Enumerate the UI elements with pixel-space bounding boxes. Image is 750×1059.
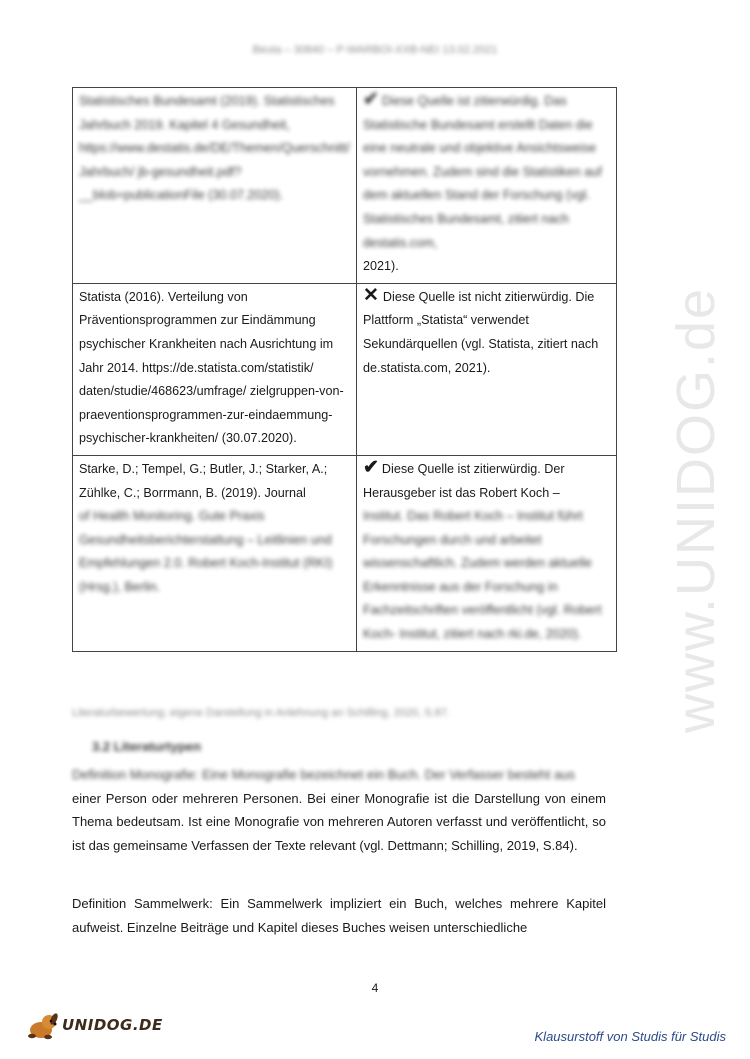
paragraph-sammelwerk: Definition Sammelwerk: Ein Sammelwerk impliziert ein Buch, welches mehrere Kapitel aufweist. Einzelne Beiträge und Kapitel dieses Buches weisen unterschiedliche (72, 896, 606, 935)
assessment-tail: 2021). (363, 259, 399, 274)
assessment-cell (357, 455, 617, 651)
literature-table (72, 87, 617, 652)
logo-text: UNIDOG.DE (62, 1016, 163, 1034)
paragraph-lead-blurred: Definition Monografie: Eine Monografie bezeichnet ein Buch. Der Verfasser besteht aus (72, 767, 575, 782)
table-row (73, 88, 617, 284)
source-cell (73, 283, 357, 455)
assessment-cell (357, 88, 617, 284)
source-text: Statista (2016). Verteilung von Präventionsprogrammen zur Eindämmung psychischer Krankheiten nach Ausrichtung im Jahr 2014. https://de.statista.com/statistik/ daten/studie/468623/umfrage/ zielgruppen-von-praeventionsprogrammen-zur-eindaemmung-psychischer-krankheiten/ (30.07.2020). (79, 289, 344, 446)
table-row (73, 283, 617, 455)
assessment-text: Diese Quelle ist zitierwürdig. Der Herausgeber ist das Robert Koch – (363, 461, 565, 500)
assessment-text: Diese Quelle ist nicht zitierwürdig. Die Plattform „Statista“ verwendet Sekundärquellen (vgl. Statista, zitiert nach de.statista.com, 2021). (363, 289, 599, 375)
checkmark-icon: ✔ (363, 456, 379, 478)
checkmark-icon: ✔ (363, 89, 379, 110)
source-cell (73, 88, 357, 284)
source-cell (73, 455, 357, 651)
page-number: 4 (371, 981, 379, 995)
assessment-text: Diese Quelle ist zitierwürdig. Das Statistische Bundesamt erstellt Daten die eine neutrale und objektive Ansichtsweise vornehmen. Zudem sind die Statistiken auf dem aktuellen Stand der Forschung (vgl. Statistisches Bundesamt, zitiert nach destatis.com, (363, 94, 602, 250)
footer-logo (24, 1010, 163, 1040)
paragraph-text: einer Person oder mehreren Personen. Bei einer Monografie ist die Darstellung von einem Thema bedeutsam. Ist eine Monografie von mehreren Autoren verfasst und veröffentlicht, so ist das gemeinsame Verfassen der Texte relevant (vgl. Dettmann; Schilling, 2019, S.84). (72, 790, 606, 853)
paragraph-monografie (72, 763, 606, 857)
source-text: Starke, D.; Tempel, G.; Butler, J.; Starker, A.; Zühlke, C.; Borrmann, B. (2019). Journal (79, 461, 328, 500)
source-text-blurred: of Health Monitoring. Gute Praxis Gesundheitsberichterstattung – Leitlinien und Empfehlungen 2.0. Robert Koch-Institut (RKI) (Hrsg.), Berlin. (79, 509, 333, 594)
cross-icon: ✕ (363, 284, 379, 306)
assessment-cell (357, 283, 617, 455)
watermark (636, 280, 750, 740)
assessment-text-blurred: Institut. Das Robert Koch – Institut führt Forschungen durch und arbeitet wissenschaftlich. Zudem werden aktuelle Erkenntnisse aus der Forschung in Fachzeitschriften veröffentlicht (vgl. Robert Koch- Institut, zitiert nach rki.de, 2020). (363, 509, 602, 642)
assessment-block (363, 90, 610, 255)
dog-icon (24, 1010, 60, 1040)
source-text: Statistisches Bundesamt (2019). Statistisches Jahrbuch 2019. Kapitel 4 Gesundheit, https://www.destatis.de/DE/Themen/Querschnitt/Jahrbuch/ jb-gesundheit.pdf?__blob=publicationFile (30.07.2020). (79, 94, 350, 203)
section-heading: 3.2 Literaturtypen (92, 739, 202, 754)
table-caption: Literaturbewertung; eigene Darstellung in Anlehnung an Schilling, 2020, S.87. (72, 707, 450, 719)
watermark-text: www.UNIDOG.de (666, 286, 726, 734)
page-header: Beuta – 30840 – P-WARBOI-XXB-NEI 13.02.2021 (252, 44, 498, 56)
footer-slogan: Klausurstoff von Studis für Studis (534, 1029, 726, 1044)
table-row (73, 455, 617, 651)
